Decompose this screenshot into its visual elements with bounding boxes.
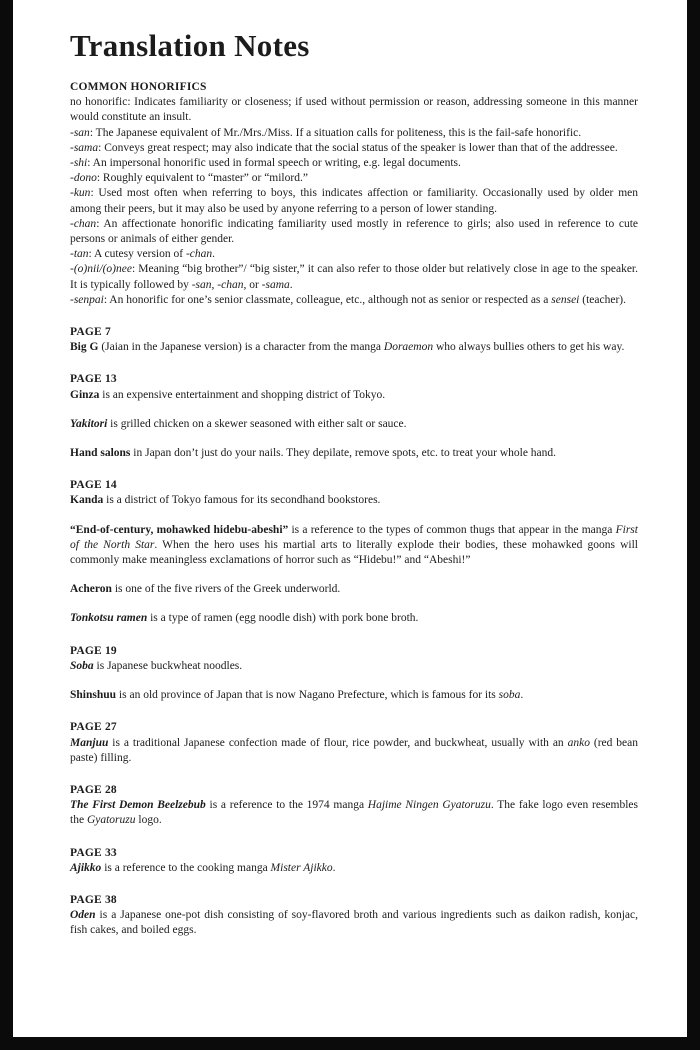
note-text: . The fake logo even resembles the <box>70 799 638 827</box>
note-text: is a district of Tokyo famous for its secondhand bookstores. <box>103 494 381 507</box>
note-paragraph <box>70 186 638 216</box>
note-term: -sama <box>261 278 290 291</box>
note-text: is one of the five rivers of the Greek underworld. <box>111 583 341 596</box>
note-term: Hajime Ningen Gyatoruzu <box>367 799 491 812</box>
section-heading: PAGE 33 <box>70 846 117 859</box>
note-text: : An impersonal honorific used in formal speech or writing, e.g. legal documents. <box>87 157 461 170</box>
note-text: : An affectionate honorific indicating familiarity used mostly in reference to girls; also used in reference to cute persons or animals of either gender. <box>70 217 638 246</box>
note-paragraph <box>70 247 638 262</box>
note-term: Ginza <box>70 388 100 401</box>
note-paragraph <box>70 523 638 569</box>
note-term: -(o)nii/(o)nee <box>70 263 132 276</box>
section-page-14 <box>70 478 638 626</box>
page-content <box>70 28 638 939</box>
section-heading: PAGE 27 <box>70 721 117 734</box>
note-term: Big G <box>70 341 99 354</box>
section-heading: PAGE 38 <box>70 893 117 906</box>
note-text: in Japan don’t just do your nails. They depilate, remove spots, etc. to treat your whole hand. <box>130 447 557 460</box>
note-text: : Roughly equivalent to “master” or “milord.” <box>96 172 308 185</box>
page-edge-bottom <box>0 1037 700 1050</box>
section-heading: PAGE 19 <box>70 644 117 657</box>
note-term: -chan <box>70 217 97 230</box>
note-term: Ajikko <box>70 861 102 874</box>
note-paragraph <box>70 126 638 141</box>
note-term: -shi <box>70 157 88 170</box>
note-text: (teacher). <box>579 293 626 306</box>
note-term: anko <box>567 736 590 749</box>
note-text: is Japanese buckwheat noodles. <box>93 659 243 672</box>
note-text: is a reference to the types of common thugs that appear in the manga <box>288 523 616 536</box>
note-text: is an old province of Japan that is now Nagano Prefecture, which is famous for its <box>116 689 499 702</box>
note-text: is a traditional Japanese confection made of flour, rice powder, and buckwheat, usually with an <box>108 736 568 749</box>
note-text: . <box>289 278 293 291</box>
note-term: Manjuu <box>70 736 109 749</box>
note-paragraph <box>70 446 638 461</box>
note-text: is grilled chicken on a skewer seasoned with either salt or sauce. <box>107 417 407 430</box>
note-paragraph <box>70 293 638 308</box>
note-term: Hand salons <box>70 447 131 460</box>
note-text: is a type of ramen (egg noodle dish) with pork bone broth. <box>147 612 419 625</box>
note-term: Tonkotsu ramen <box>70 612 148 625</box>
note-paragraph <box>70 659 638 674</box>
note-paragraph <box>70 262 638 292</box>
note-term: Soba <box>70 659 94 672</box>
note-text: no honorific: Indicates familiarity or closeness; if used without permission or reason, addressing someone in this manner would constitute an insult. <box>70 96 638 124</box>
section-heading: COMMON HONORIFICS <box>70 81 207 93</box>
section-page-27 <box>70 720 638 766</box>
note-term: First of the North Star <box>70 523 638 551</box>
note-text: who always bullies others to get his way. <box>433 341 625 354</box>
note-term: Doraemon <box>383 341 434 354</box>
notes-sections <box>70 80 638 939</box>
note-paragraph <box>70 388 638 403</box>
note-paragraph <box>70 908 638 938</box>
section-page-33 <box>70 846 638 876</box>
note-paragraph <box>70 171 638 186</box>
note-term: soba <box>498 689 521 702</box>
note-text: . <box>212 248 216 261</box>
note-text: or <box>246 278 262 291</box>
note-paragraph <box>70 156 638 171</box>
note-paragraph <box>70 582 638 597</box>
note-term: -chan <box>185 248 213 261</box>
note-term: -senpai <box>70 293 104 306</box>
note-text: : A cutesy version of <box>88 248 186 261</box>
note-text: . <box>520 689 524 702</box>
note-text: is a Japanese one-pot dish consisting of soy-flavored broth and various ingredients such as daikon radish, konjac, fish cakes, and boiled eggs. <box>70 909 638 937</box>
note-term: Kanda <box>70 494 104 507</box>
note-term: sensei <box>551 293 580 306</box>
note-text: logo. <box>135 814 162 827</box>
page-edge-right <box>687 0 700 1050</box>
note-paragraph <box>70 861 638 876</box>
section-heading: PAGE 13 <box>70 373 117 386</box>
section-heading: PAGE 14 <box>70 479 117 492</box>
note-term: -kun <box>70 187 91 200</box>
note-text: . When the hero uses his martial arts to literally explode their bodies, these mohawked goons will commonly make meaningless exclamations of horror such as “Hidebu!” and “Abeshi!” <box>70 538 638 567</box>
note-text: is a reference to the cooking manga <box>101 861 271 874</box>
note-paragraph <box>70 417 638 432</box>
note-text: is an expensive entertainment and shopping district of Tokyo. <box>99 388 386 401</box>
page-title: Translation Notes <box>70 28 310 63</box>
note-paragraph <box>70 141 638 156</box>
note-text: : Conveys great respect; may also indicate that the social status of the speaker is lower than that of the addressee. <box>98 141 618 154</box>
note-text: : Used most often when referring to boys, this indicates affection or familiarity. Occasionally used by older men among their peers, but it may also be used by anyone referring to a person of lower standing. <box>70 187 638 215</box>
note-text: is a reference to the 1974 manga <box>205 799 368 812</box>
section-common-honorifics <box>70 80 638 308</box>
note-term: Acheron <box>70 583 112 596</box>
note-term: Gyatoruzu <box>86 814 136 827</box>
note-text: (red bean paste) filling. <box>70 736 638 764</box>
note-text: (Jaian in the Japanese version) is a character from the manga <box>98 341 384 354</box>
note-text: . <box>332 861 336 874</box>
section-heading: PAGE 28 <box>70 783 117 796</box>
note-paragraph <box>70 736 638 766</box>
section-page-13 <box>70 372 638 461</box>
note-paragraph <box>70 340 638 355</box>
note-paragraph <box>70 217 638 247</box>
note-paragraph <box>70 493 638 508</box>
note-term: Yakitori <box>70 417 108 430</box>
page-edge-left <box>0 0 13 1050</box>
note-term: -san, -chan, <box>191 278 247 291</box>
section-page-19 <box>70 644 638 704</box>
note-paragraph <box>70 611 638 626</box>
note-text: : Meaning “big brother”/ “big sister,” it can also refer to those older but relatively close in age to the speaker. It is typically followed by <box>70 263 638 291</box>
note-paragraph <box>70 688 638 703</box>
note-term: -tan <box>70 248 89 261</box>
note-term: The First Demon Beelzebub <box>70 799 206 812</box>
note-term: Shinshuu <box>70 689 117 702</box>
section-heading: PAGE 7 <box>70 326 111 339</box>
note-text: : An honorific for one’s senior classmate, colleague, etc., although not as senior or respected as a <box>103 293 552 306</box>
note-term: Mister Ajikko <box>270 861 333 874</box>
section-page-7 <box>70 325 638 355</box>
section-page-38 <box>70 893 638 939</box>
section-page-28 <box>70 783 638 829</box>
note-term: “End-of-century, mohawked hidebu-abeshi” <box>70 523 289 536</box>
note-term: Oden <box>70 909 96 922</box>
note-term: -san <box>70 126 90 139</box>
note-term: -sama <box>70 141 99 154</box>
note-paragraph <box>70 95 638 125</box>
note-text: : The Japanese equivalent of Mr./Mrs./Miss. If a situation calls for politeness, this is the fail-safe honorific. <box>89 126 582 139</box>
note-paragraph <box>70 798 638 828</box>
note-term: -dono <box>70 172 97 185</box>
